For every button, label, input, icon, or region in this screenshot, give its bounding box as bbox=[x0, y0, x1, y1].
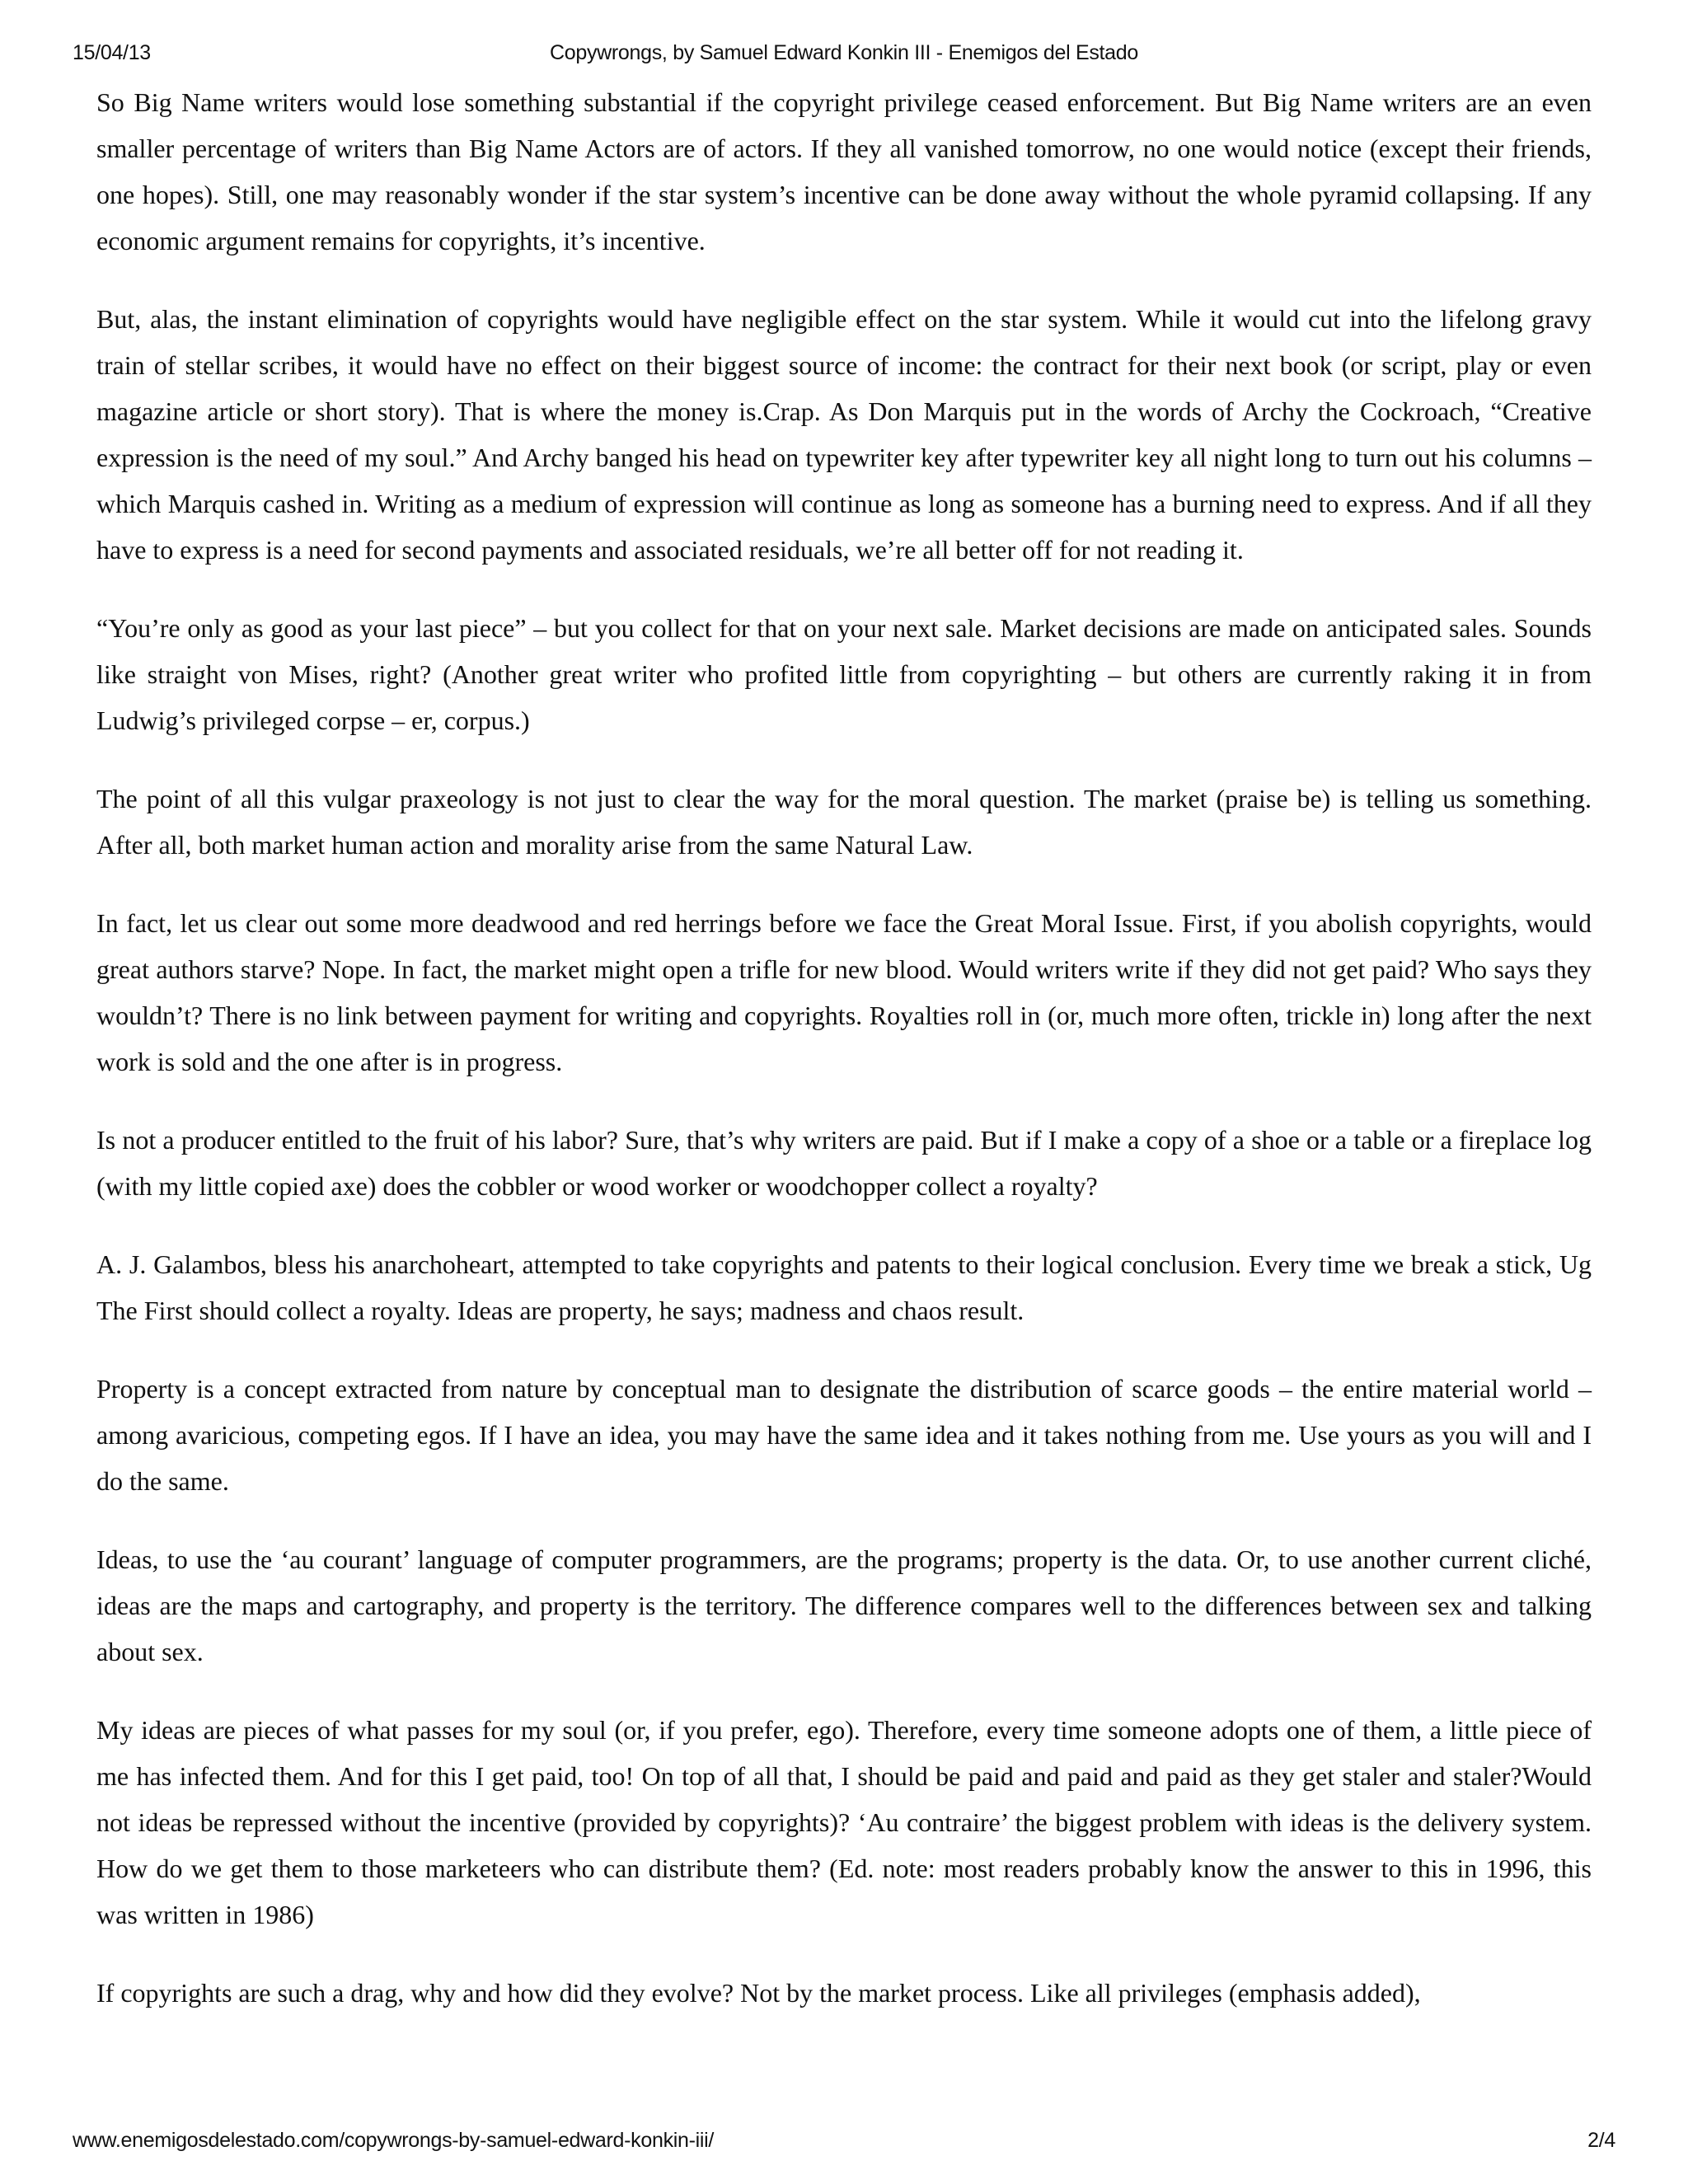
article-body bbox=[96, 79, 1592, 2048]
print-date: 15/04/13 bbox=[73, 41, 151, 64]
article-paragraph-1: So Big Name writers would lose something substantial if the copyright privilege ceased enforcement. But Big Name writers are an even smaller percentage of writers than Big Name Actors are of actors. If they all vanished tomorrow, no one would notice (except their friends, one hopes). Still, one may reasonably wonder if the star system’s incentive can be done away without the whole pyramid collapsing. If any economic argument remains for copyrights, it’s incentive. bbox=[96, 87, 1592, 255]
page-number: 2/4 bbox=[1587, 2129, 1615, 2152]
page-title: Copywrongs, by Samuel Edward Konkin III - Enemigos del Estado bbox=[549, 41, 1138, 64]
article-paragraph-5: In fact, let us clear out some more deadwood and red herrings before we face the Great Moral Issue. First, if you abolish copyrights, would great authors starve? Nope. In fact, the market might open a trifle for new blood. Would writers write if they did not get paid? Who says they wouldn’t? There is no link between payment for writing and copyrights. Royalties roll in (or, much more often, trickle in) long after the next work is sold and the one after is in progress. bbox=[96, 908, 1592, 1076]
article-paragraph-11: If copyrights are such a drag, why and how did they evolve? Not by the market process. Like all privileges (emphasis added), bbox=[96, 1978, 1421, 2008]
article-paragraph-10: My ideas are pieces of what passes for my soul (or, if you prefer, ego). Therefore, every time someone adopts one of them, a little piece of me has infected them. And for this I get paid, too! On top of all that, I should be paid and paid and paid as they get staler and staler?Would not ideas be repressed without the incentive (provided by copyrights)? ‘Au contraire’ the biggest problem with ideas is the delivery system. How do we get them to those marketeers who can distribute them? (Ed. note: most readers probably know the answer to this in 1996, this was written in 1986) bbox=[96, 1715, 1592, 1929]
print-header bbox=[73, 41, 1615, 74]
page-url: www.enemigosdelestado.com/copywrongs-by-samuel-edward-konkin-iii/ bbox=[73, 2129, 715, 2152]
article-paragraph-2: But, alas, the instant elimination of copyrights would have negligible effect on the star system. While it would cut into the lifelong gravy train of stellar scribes, it would have no effect on their biggest source of income: the contract for their next book (or script, play or even magazine article or short story). That is where the money is.Crap. As Don Marquis put in the words of Archy the Cockroach, “Creative expression is the need of my soul.” And Archy banged his head on typewriter key after typewriter key all night long to turn out his columns – which Marquis cashed in. Writing as a medium of expression will continue as long as someone has a burning need to express. And if all they have to express is a need for second payments and associated residuals, we’re all better off for not reading it. bbox=[96, 304, 1592, 565]
article-paragraph-3: “You’re only as good as your last piece” – but you collect for that on your next sale. Market decisions are made on anticipated sales. Sounds like straight von Mises, right? (Another great writer who profited little from copyrighting – but others are currently raking it in from Ludwig’s privileged corpse – er, corpus.) bbox=[96, 613, 1592, 735]
article-paragraph-6: Is not a producer entitled to the fruit of his labor? Sure, that’s why writers are paid. But if I make a copy of a shoe or a table or a fireplace log (with my little copied axe) does the cobbler or wood worker or woodchopper collect a royalty? bbox=[96, 1125, 1592, 1201]
article-paragraph-4: The point of all this vulgar praxeology is not just to clear the way for the moral question. The market (praise be) is telling us something. After all, both market human action and morality arise from the same Natural Law. bbox=[96, 784, 1592, 860]
article-paragraph-9: Ideas, to use the ‘au courant’ language of computer programmers, are the programs; property is the data. Or, to use another current cliché, ideas are the maps and cartography, and property is the territory. The difference compares well to the differences between sex and talking about sex. bbox=[96, 1544, 1592, 1666]
article-paragraph-7: A. J. Galambos, bless his anarchoheart, attempted to take copyrights and patents to their logical conclusion. Every time we break a stick, Ug The First should collect a royalty. Ideas are property, he says; madness and chaos result. bbox=[96, 1249, 1592, 1325]
article-paragraph-8: Property is a concept extracted from nature by conceptual man to designate the distribution of scarce goods – the entire material world – among avaricious, competing egos. If I have an idea, you may have the same idea and it takes nothing from me. Use yours as you will and I do the same. bbox=[96, 1374, 1592, 1496]
print-footer bbox=[73, 2129, 1615, 2162]
